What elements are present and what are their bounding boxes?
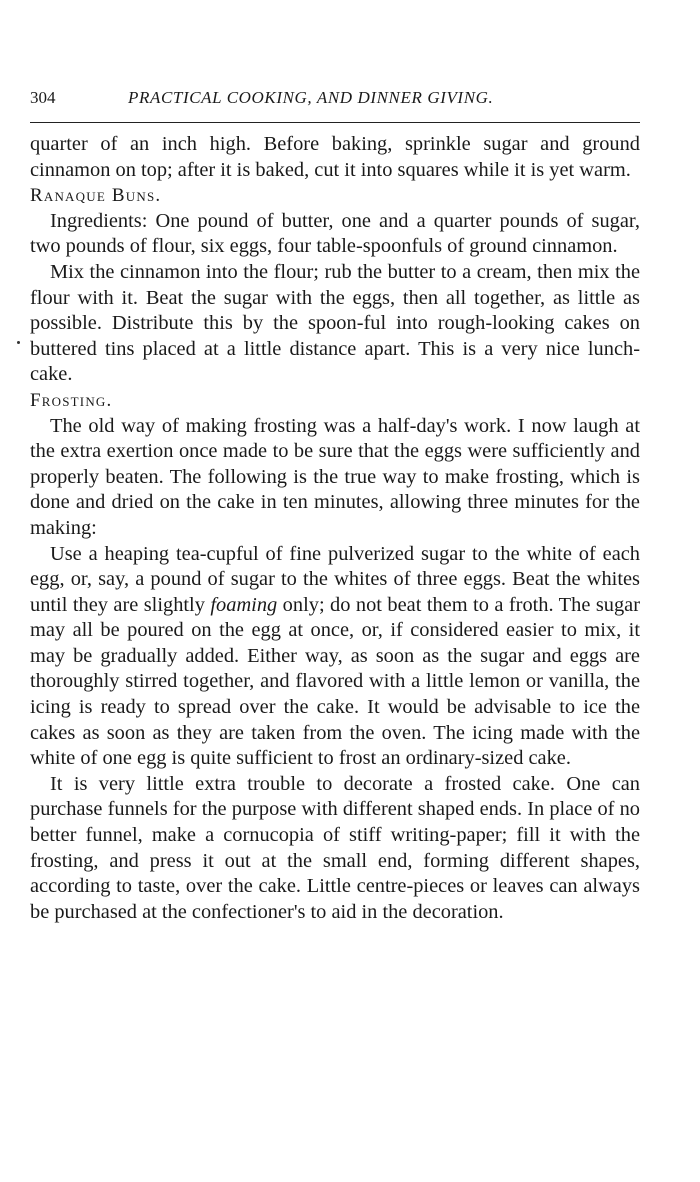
running-title: PRACTICAL COOKING, AND DINNER GIVING.	[128, 88, 494, 107]
page-number: 304	[30, 88, 56, 107]
section-heading-ranaque-buns: Ranaque Buns.	[30, 185, 162, 207]
frosting-method-paragraph	[30, 542, 640, 772]
frosting-method-text-end: only; do not beat them to a froth. The sugar may all be poured on the egg at once, or, if considered easier to mix, it may be gradually added. Either way, as soon as the sugar and eggs are thoroughly stirred together, and flavored with a little lemon or vanilla, the icing is ready to spread over the cake. It would be advisable to ice the cakes as soon as they are taken from the oven. The icing made with the white of one egg is quite sufficient to frost an ordinary-sized cake.	[30, 593, 640, 770]
body-text	[30, 132, 640, 925]
frosting-method-text-start: Use a heaping tea-cupful of fine pulverized sugar to the white of each egg, or, say, a pound of sugar to the whites of three eggs. Beat the whites until they are slightly	[30, 542, 640, 616]
frosting-intro-paragraph: The old way of making frosting was a half-day's work. I now laugh at the extra exertion once made to be sure that the eggs were sufficiently and properly beaten. The following is the true way to make frosting, which is done and dried on the cake in ten minutes, allowing three minutes for the making:	[30, 414, 640, 539]
decorating-paragraph: It is very little extra trouble to decorate a frosted cake. One can purchase funnels for the purpose with different shaped ends. In place of no better funnel, make a cornucopia of stiff writing-paper; fill it with the frosting, and press it out at the small end, forming different shapes, according to taste, over the cake. Little centre-pieces or leaves can always be purchased at the confectioner's to aid in the decoration.	[30, 772, 640, 923]
ranaque-method-paragraph: Mix the cinnamon into the flour; rub the butter to a cream, then mix the flour with it. Beat the sugar with the eggs, then all together, as little as possible. Distribute this by the spoon-ful into rough-looking cakes on buttered tins placed at a little distance apart. This is a very nice lunch-cake.	[30, 260, 640, 386]
foaming-emphasis: foaming	[210, 593, 278, 616]
paper-speck	[17, 341, 20, 344]
ranaque-ingredients-paragraph: Ingredients: One pound of butter, one and a quarter pounds of sugar, two pounds of flour, six eggs, four table-spoonfuls of ground cinnamon.	[30, 209, 640, 258]
running-head	[30, 88, 640, 116]
header-rule	[30, 122, 640, 123]
section-heading-frosting: Frosting.	[30, 389, 113, 411]
continuation-paragraph: quarter of an inch high. Before baking, sprinkle sugar and ground cinnamon on top; after it is baked, cut it into squares while it is yet warm.	[30, 133, 640, 181]
